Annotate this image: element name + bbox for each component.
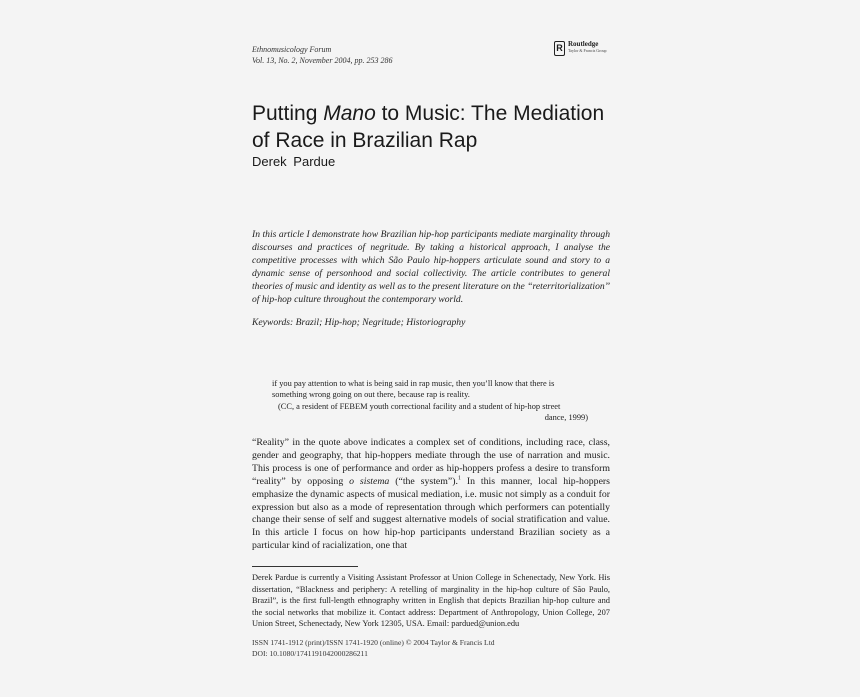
doi-line: DOI: 10.1080/1741191042000286211: [252, 648, 368, 658]
journal-issue: Vol. 13, No. 2, November 2004, pp. 253 286: [252, 56, 393, 65]
routledge-r-icon: R: [554, 41, 565, 56]
title-part: to Music: The Mediation of Race in Brazilian Rap: [252, 102, 605, 152]
publisher-sub: Taylor & Francis Group: [568, 48, 607, 53]
title-emphasis: Mano: [323, 102, 376, 125]
keywords: Keywords: Brazil; Hip-hop; Negritude; Historiography: [252, 317, 466, 328]
epigraph-citation: (CC, a resident of FEBEM youth correctional facility and a student of hip-hop street: [278, 401, 561, 411]
footnote-divider: [252, 566, 358, 567]
journal-name: Ethnomusicology Forum: [252, 45, 332, 54]
epigraph-citation-end: dance, 1999): [544, 413, 588, 423]
body-text: (“the system”).: [389, 475, 458, 487]
body-paragraph: [252, 437, 610, 553]
body-text: In this manner, local hip-hoppers emphasize the dynamic aspects of musical mediation, i.e. music not simply as a conduit for expression but also as a mode of representation through which performers can potentially change their sense of self and suggest alternative models of social stratification and value. In this article I focus on how hip-hop participants understand Brazilian society as a particular kind of racialization, one that: [252, 475, 610, 552]
publisher-name: Routledge: [568, 40, 599, 48]
publisher-logo: [554, 41, 607, 56]
title-part: Putting: [252, 102, 324, 125]
article-author: Derek Pardue: [252, 154, 336, 169]
journal-header: [252, 44, 392, 66]
body-emphasis: o sistema: [349, 475, 390, 487]
article-title: [252, 100, 622, 154]
issn-line: ISSN 1741-1912 (print)/ISSN 1741-1920 (online) © 2004 Taylor & Francis Ltd: [252, 638, 495, 647]
author-footnote: Derek Pardue is currently a Visiting Assistant Professor at Union College in Schenectady, New York. His dissertation, “Blackness and periphery: A retelling of marginality in the hip-hop culture of São Paulo, Brazil”, is the first full-length ethnography written in English that depicts Brazilian hip-hop culture and the social networks that mobilize it. Contact address: Department of Anthropology, Union College, 207 Union Street, Schenectady, New York 12305, USA. Email: pardued@union.edu: [252, 573, 610, 629]
abstract: In this article I demonstrate how Brazilian hip-hop participants mediate marginality through discourses and practices of negritude. By taking a historical approach, I analyse the competitive processes with which São Paulo hip-hoppers articulate sound and story to a dynamic sense of personhood and social collectivity. The article contributes to general theories of music and identity as well as to the present literature on the “reterritorialization’’ of hip-hop culture throughout the contemporary world.: [252, 229, 610, 306]
epigraph-text: if you pay attention to what is being said in rap music, then you’ll know that there is something wrong going on out there, because rap is reality.: [272, 379, 555, 400]
footnote-marker[interactable]: 1: [457, 475, 461, 482]
epigraph: [272, 378, 588, 424]
body-text: “Reality” in the quote above indicates a complex set of conditions, including race, class, gender and geography, that hip-hoppers mediate through the use of narration and music. This process is one of performance and order as hip-hoppers profess a desire to transform “reality” by opposing: [252, 437, 610, 487]
issn-block: [252, 638, 610, 659]
